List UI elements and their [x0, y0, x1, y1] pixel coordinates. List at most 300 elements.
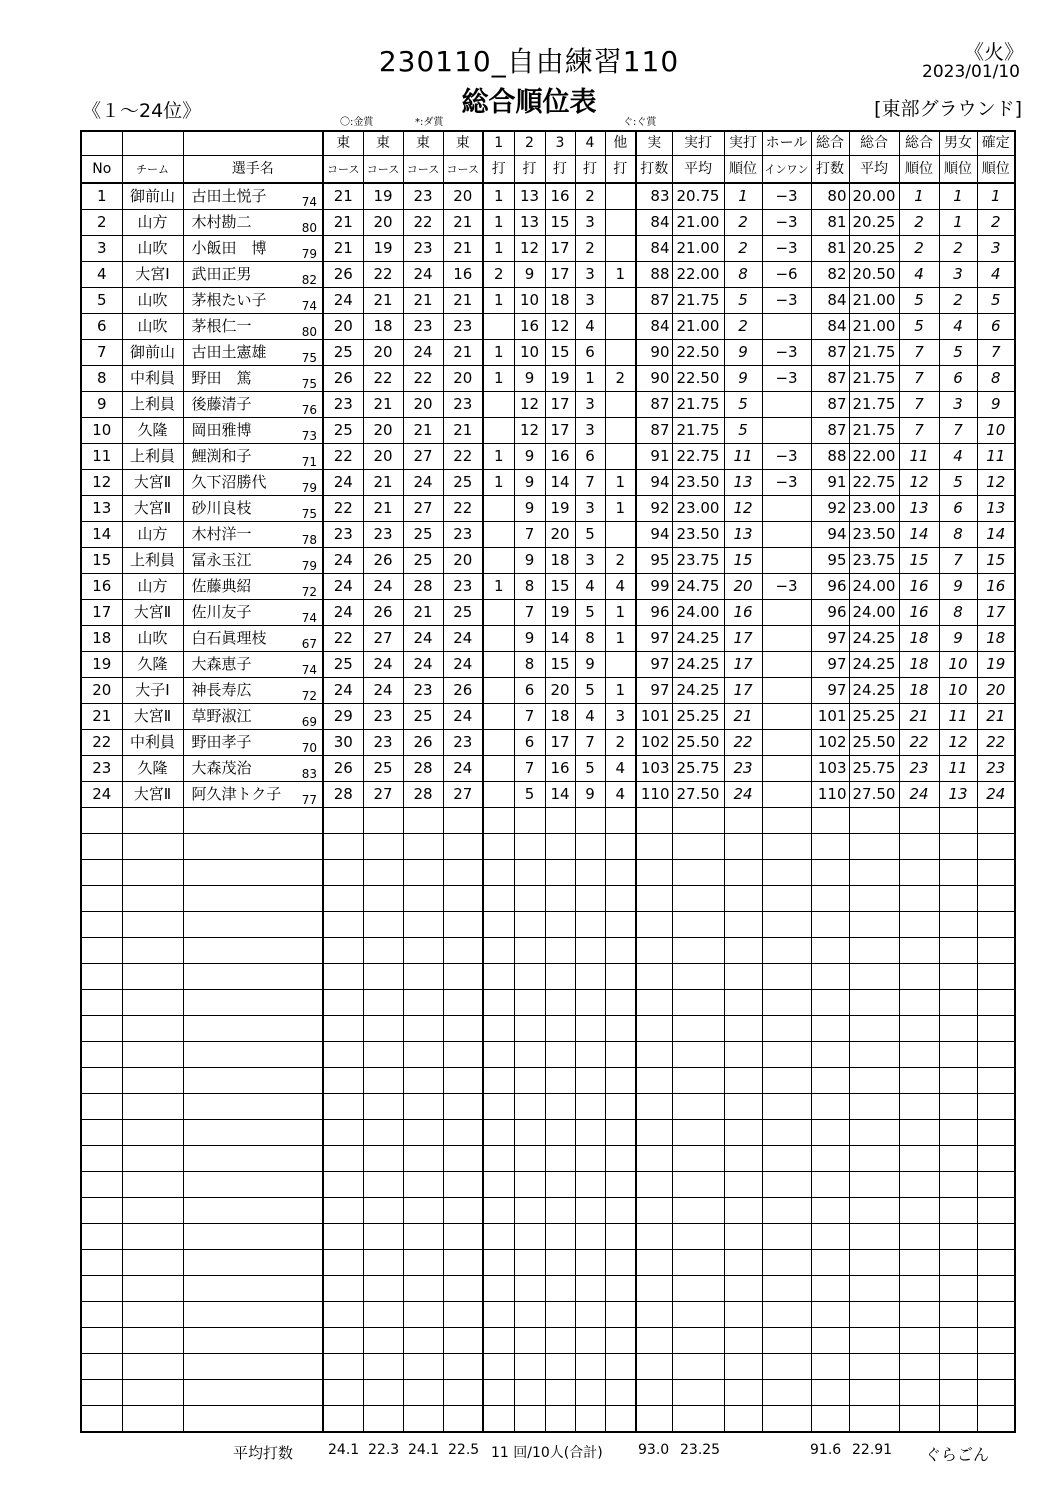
empty-cell — [122, 1250, 183, 1276]
course-1: 22 — [323, 626, 363, 652]
empty-cell — [514, 912, 545, 938]
empty-cell — [81, 1276, 122, 1302]
empty-row — [81, 1016, 1015, 1042]
player-name — [183, 262, 323, 288]
empty-cell — [514, 990, 545, 1016]
course-4: 24 — [443, 704, 483, 730]
empty-cell — [483, 1302, 514, 1328]
gender-rank: 9 — [939, 626, 977, 652]
player-name — [183, 210, 323, 236]
empty-cell — [443, 964, 483, 990]
empty-cell — [514, 1198, 545, 1224]
shots-3: 20 — [545, 522, 575, 548]
empty-cell — [636, 964, 672, 990]
empty-cell — [545, 990, 575, 1016]
shots-3: 12 — [545, 314, 575, 340]
empty-cell — [122, 1042, 183, 1068]
empty-cell — [977, 834, 1015, 860]
average: 21.00 — [672, 236, 724, 262]
shots-1 — [483, 522, 514, 548]
column-header-bottom: 打 — [514, 156, 545, 184]
course-4: 23 — [443, 392, 483, 418]
empty-cell — [323, 1302, 363, 1328]
empty-cell — [545, 1302, 575, 1328]
empty-cell — [636, 1224, 672, 1250]
empty-cell — [443, 1094, 483, 1120]
score-rank: 16 — [724, 600, 762, 626]
empty-cell — [605, 886, 636, 912]
rank-no: 16 — [81, 574, 122, 600]
player-name — [183, 600, 323, 626]
course-4: 23 — [443, 314, 483, 340]
total-strokes: 99 — [636, 574, 672, 600]
rank-no: 5 — [81, 288, 122, 314]
empty-cell — [483, 964, 514, 990]
empty-cell — [323, 1276, 363, 1302]
total-strokes: 94 — [636, 522, 672, 548]
empty-cell — [545, 1380, 575, 1406]
rank-no: 18 — [81, 626, 122, 652]
empty-cell — [575, 1224, 605, 1250]
empty-cell — [849, 1224, 899, 1250]
score-rank: 9 — [724, 366, 762, 392]
empty-cell — [575, 1354, 605, 1380]
grand-rank: 7 — [899, 418, 939, 444]
empty-cell — [323, 1146, 363, 1172]
empty-cell — [605, 1328, 636, 1354]
empty-cell — [724, 808, 762, 834]
column-header-top: 東 — [403, 131, 443, 156]
grand-total: 92 — [811, 496, 849, 522]
grand-average: 27.50 — [849, 782, 899, 808]
hole-in-one — [762, 600, 811, 626]
player-name-text: 木村洋一 — [191, 525, 252, 543]
final-rank: 5 — [977, 288, 1015, 314]
table-row — [81, 210, 1015, 236]
hole-in-one — [762, 678, 811, 704]
shots-2: 9 — [514, 444, 545, 470]
table-row — [81, 262, 1015, 288]
shots-other: 1 — [605, 626, 636, 652]
empty-row — [81, 1042, 1015, 1068]
empty-cell — [811, 990, 849, 1016]
grand-total: 87 — [811, 340, 849, 366]
gender-rank: 3 — [939, 392, 977, 418]
grand-average: 20.25 — [849, 236, 899, 262]
empty-cell — [811, 808, 849, 834]
column-header-bottom: 打 — [545, 156, 575, 184]
course-2: 19 — [363, 183, 403, 210]
player-name-text: 大森恵子 — [191, 655, 252, 673]
empty-cell — [183, 1224, 323, 1250]
empty-cell — [939, 1198, 977, 1224]
empty-cell — [443, 1146, 483, 1172]
empty-cell — [545, 1198, 575, 1224]
empty-cell — [81, 1250, 122, 1276]
empty-cell — [977, 860, 1015, 886]
course-1: 20 — [323, 314, 363, 340]
empty-cell — [939, 1328, 977, 1354]
empty-cell — [605, 1198, 636, 1224]
empty-cell — [762, 860, 811, 886]
table-row — [81, 288, 1015, 314]
empty-cell — [762, 1380, 811, 1406]
shots-4: 4 — [575, 704, 605, 730]
empty-cell — [939, 886, 977, 912]
empty-cell — [81, 1380, 122, 1406]
table-row — [81, 470, 1015, 496]
player-age: 76 — [301, 403, 317, 417]
player-name-text: 茅根たい子 — [191, 291, 267, 309]
empty-cell — [363, 834, 403, 860]
final-rank: 10 — [977, 418, 1015, 444]
empty-cell — [363, 1068, 403, 1094]
empty-cell — [605, 1380, 636, 1406]
empty-cell — [363, 1016, 403, 1042]
shots-2: 9 — [514, 366, 545, 392]
empty-cell — [403, 886, 443, 912]
empty-cell — [849, 1354, 899, 1380]
empty-cell — [605, 1302, 636, 1328]
grand-average: 24.00 — [849, 600, 899, 626]
empty-cell — [183, 808, 323, 834]
empty-cell — [323, 834, 363, 860]
empty-row — [81, 808, 1015, 834]
empty-cell — [762, 912, 811, 938]
final-rank: 21 — [977, 704, 1015, 730]
footer-grand-avg: 22.91 — [852, 1442, 893, 1458]
shots-1 — [483, 392, 514, 418]
empty-cell — [403, 1250, 443, 1276]
empty-cell — [605, 1250, 636, 1276]
grand-total: 88 — [811, 444, 849, 470]
team: 中利員 — [122, 730, 183, 756]
empty-cell — [724, 1068, 762, 1094]
empty-cell — [811, 964, 849, 990]
course-1: 22 — [323, 444, 363, 470]
table-row — [81, 496, 1015, 522]
shots-1 — [483, 418, 514, 444]
shots-other: 4 — [605, 574, 636, 600]
empty-cell — [323, 912, 363, 938]
player-name — [183, 314, 323, 340]
empty-cell — [939, 1094, 977, 1120]
empty-cell — [363, 1276, 403, 1302]
player-name — [183, 418, 323, 444]
average: 21.75 — [672, 418, 724, 444]
final-rank: 3 — [977, 236, 1015, 262]
score-rank: 2 — [724, 210, 762, 236]
course-1: 24 — [323, 470, 363, 496]
empty-cell — [514, 1172, 545, 1198]
empty-cell — [672, 1198, 724, 1224]
empty-cell — [575, 1302, 605, 1328]
shots-1 — [483, 652, 514, 678]
hole-in-one — [762, 704, 811, 730]
empty-cell — [762, 886, 811, 912]
empty-cell — [443, 1250, 483, 1276]
course-4: 21 — [443, 236, 483, 262]
empty-cell — [899, 860, 939, 886]
empty-cell — [811, 1016, 849, 1042]
final-rank: 18 — [977, 626, 1015, 652]
course-4: 25 — [443, 470, 483, 496]
empty-cell — [81, 1406, 122, 1433]
empty-cell — [899, 938, 939, 964]
empty-row — [81, 1406, 1015, 1433]
empty-cell — [899, 990, 939, 1016]
grand-average: 21.00 — [849, 314, 899, 340]
empty-cell — [183, 1042, 323, 1068]
column-header-bottom: 打 — [575, 156, 605, 184]
course-1: 26 — [323, 756, 363, 782]
empty-cell — [849, 912, 899, 938]
course-3: 23 — [403, 236, 443, 262]
course-3: 24 — [403, 470, 443, 496]
empty-row — [81, 1094, 1015, 1120]
empty-cell — [323, 1224, 363, 1250]
empty-cell — [81, 912, 122, 938]
player-name — [183, 756, 323, 782]
course-3: 23 — [403, 678, 443, 704]
grand-total: 80 — [811, 183, 849, 210]
course-3: 24 — [403, 262, 443, 288]
shots-1: 1 — [483, 236, 514, 262]
rank-no: 7 — [81, 340, 122, 366]
empty-cell — [545, 886, 575, 912]
course-4: 20 — [443, 366, 483, 392]
shots-3: 17 — [545, 730, 575, 756]
player-age: 72 — [301, 689, 317, 703]
empty-cell — [183, 1146, 323, 1172]
empty-cell — [575, 1146, 605, 1172]
empty-cell — [323, 1094, 363, 1120]
team: 久隆 — [122, 756, 183, 782]
course-3: 28 — [403, 574, 443, 600]
shots-2: 12 — [514, 392, 545, 418]
grand-rank: 5 — [899, 288, 939, 314]
empty-cell — [939, 808, 977, 834]
hole-in-one: −3 — [762, 340, 811, 366]
empty-cell — [899, 1016, 939, 1042]
empty-cell — [363, 1250, 403, 1276]
empty-cell — [977, 1328, 1015, 1354]
empty-cell — [483, 1146, 514, 1172]
gender-rank: 8 — [939, 522, 977, 548]
course-3: 24 — [403, 626, 443, 652]
average: 22.50 — [672, 340, 724, 366]
empty-cell — [724, 1302, 762, 1328]
empty-cell — [939, 1380, 977, 1406]
empty-cell — [811, 1250, 849, 1276]
shots-3: 15 — [545, 210, 575, 236]
final-rank: 12 — [977, 470, 1015, 496]
player-age: 75 — [301, 507, 317, 521]
empty-cell — [575, 1042, 605, 1068]
grand-total: 97 — [811, 652, 849, 678]
empty-cell — [443, 1172, 483, 1198]
empty-cell — [122, 912, 183, 938]
empty-cell — [977, 1172, 1015, 1198]
hole-in-one — [762, 626, 811, 652]
empty-cell — [575, 912, 605, 938]
empty-cell — [899, 1068, 939, 1094]
empty-cell — [636, 912, 672, 938]
empty-cell — [899, 1094, 939, 1120]
total-strokes: 91 — [636, 444, 672, 470]
empty-cell — [724, 1354, 762, 1380]
empty-cell — [122, 1406, 183, 1433]
empty-cell — [849, 938, 899, 964]
final-rank: 19 — [977, 652, 1015, 678]
column-header-bottom: 平均 — [672, 156, 724, 184]
grand-total: 102 — [811, 730, 849, 756]
empty-cell — [514, 1250, 545, 1276]
empty-cell — [363, 1042, 403, 1068]
empty-cell — [811, 886, 849, 912]
empty-row — [81, 1250, 1015, 1276]
player-name — [183, 288, 323, 314]
empty-cell — [81, 834, 122, 860]
player-age: 74 — [301, 663, 317, 677]
empty-cell — [483, 808, 514, 834]
course-3: 28 — [403, 782, 443, 808]
team: 久隆 — [122, 418, 183, 444]
empty-cell — [724, 938, 762, 964]
empty-cell — [672, 808, 724, 834]
total-strokes: 84 — [636, 314, 672, 340]
course-3: 20 — [403, 392, 443, 418]
empty-cell — [811, 912, 849, 938]
empty-cell — [363, 1198, 403, 1224]
empty-cell — [724, 1042, 762, 1068]
empty-row — [81, 886, 1015, 912]
empty-cell — [672, 1250, 724, 1276]
player-name-text: 古田土悦子 — [191, 187, 267, 205]
empty-cell — [977, 886, 1015, 912]
empty-cell — [899, 1406, 939, 1433]
shots-4: 6 — [575, 444, 605, 470]
empty-cell — [183, 1016, 323, 1042]
shots-other — [605, 340, 636, 366]
empty-cell — [724, 834, 762, 860]
table-row — [81, 392, 1015, 418]
table-row — [81, 366, 1015, 392]
course-1: 28 — [323, 782, 363, 808]
column-header-bottom: コース — [323, 156, 363, 184]
empty-cell — [363, 1380, 403, 1406]
course-4: 20 — [443, 548, 483, 574]
grand-average: 25.50 — [849, 730, 899, 756]
empty-cell — [545, 1146, 575, 1172]
total-strokes: 84 — [636, 210, 672, 236]
empty-cell — [977, 990, 1015, 1016]
gender-rank: 12 — [939, 730, 977, 756]
empty-cell — [483, 886, 514, 912]
shots-2: 10 — [514, 340, 545, 366]
team: 大子Ⅰ — [122, 678, 183, 704]
course-3: 22 — [403, 210, 443, 236]
empty-cell — [443, 1068, 483, 1094]
empty-cell — [672, 1146, 724, 1172]
column-header-top — [81, 131, 122, 156]
team: 山吹 — [122, 626, 183, 652]
empty-cell — [483, 938, 514, 964]
empty-cell — [514, 860, 545, 886]
team: 山吹 — [122, 236, 183, 262]
empty-cell — [81, 808, 122, 834]
shots-3: 18 — [545, 704, 575, 730]
grand-rank: 18 — [899, 652, 939, 678]
empty-cell — [977, 1068, 1015, 1094]
course-3: 25 — [403, 548, 443, 574]
grand-average: 24.25 — [849, 652, 899, 678]
rank-no: 6 — [81, 314, 122, 340]
empty-cell — [81, 1146, 122, 1172]
shots-other — [605, 522, 636, 548]
grand-rank: 18 — [899, 626, 939, 652]
empty-cell — [762, 1276, 811, 1302]
shots-2: 9 — [514, 626, 545, 652]
empty-cell — [762, 1120, 811, 1146]
course-4: 21 — [443, 340, 483, 366]
column-header-top: 総合 — [849, 131, 899, 156]
average: 24.00 — [672, 600, 724, 626]
team: 御前山 — [122, 183, 183, 210]
course-2: 24 — [363, 574, 403, 600]
empty-cell — [443, 912, 483, 938]
course-3: 25 — [403, 522, 443, 548]
rank-no: 3 — [81, 236, 122, 262]
course-2: 27 — [363, 782, 403, 808]
score-rank: 11 — [724, 444, 762, 470]
empty-row — [81, 1302, 1015, 1328]
final-rank: 14 — [977, 522, 1015, 548]
empty-cell — [122, 1380, 183, 1406]
course-2: 22 — [363, 262, 403, 288]
empty-cell — [323, 1198, 363, 1224]
empty-cell — [183, 834, 323, 860]
empty-cell — [939, 834, 977, 860]
empty-cell — [811, 1328, 849, 1354]
grand-total: 84 — [811, 288, 849, 314]
player-name-text: 久下沼勝代 — [191, 473, 267, 491]
team: 御前山 — [122, 340, 183, 366]
player-age: 71 — [301, 455, 317, 469]
score-rank: 2 — [724, 236, 762, 262]
rank-no: 17 — [81, 600, 122, 626]
average: 21.00 — [672, 314, 724, 340]
empty-cell — [483, 1042, 514, 1068]
empty-cell — [899, 1380, 939, 1406]
column-header-bottom: 打 — [605, 156, 636, 184]
course-3: 27 — [403, 496, 443, 522]
player-age: 72 — [301, 585, 317, 599]
player-name — [183, 704, 323, 730]
table-row — [81, 704, 1015, 730]
empty-cell — [443, 990, 483, 1016]
empty-cell — [939, 860, 977, 886]
total-strokes: 92 — [636, 496, 672, 522]
shots-3: 15 — [545, 652, 575, 678]
column-header-bottom: 順位 — [899, 156, 939, 184]
shots-4: 4 — [575, 574, 605, 600]
shots-3: 19 — [545, 366, 575, 392]
empty-cell — [323, 1406, 363, 1433]
rank-range: 《１～24位》 — [82, 100, 202, 122]
average: 24.75 — [672, 574, 724, 600]
empty-cell — [849, 1302, 899, 1328]
